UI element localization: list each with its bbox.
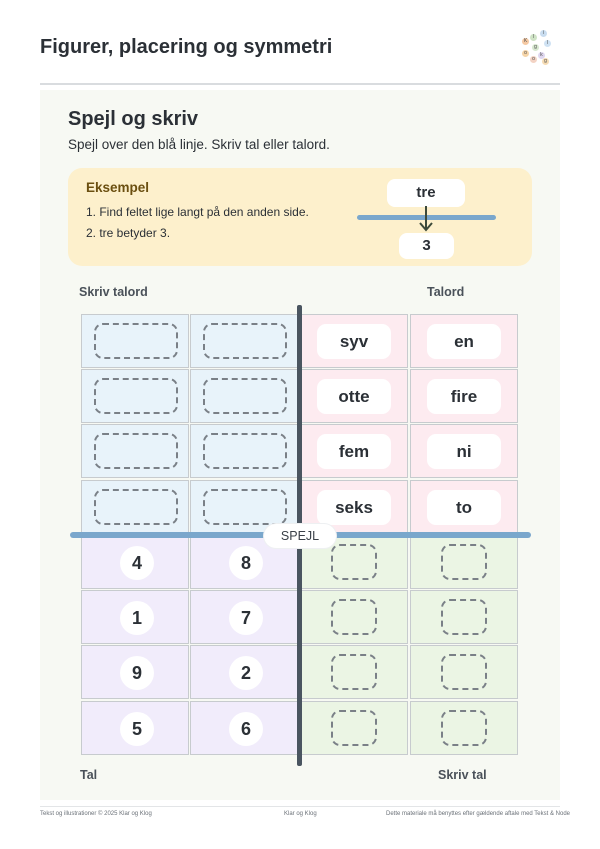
footer-brand: Klar og Klog: [284, 811, 317, 817]
section-instruction: Spejl over den blå linje. Skriv tal eller talord.: [68, 137, 330, 152]
number-tile: 2: [229, 656, 263, 690]
write-numberword-field[interactable]: [94, 433, 178, 469]
write-numberword-field[interactable]: [203, 378, 287, 414]
write-numberword-field[interactable]: [203, 433, 287, 469]
grid-cell: [410, 424, 518, 478]
grid-cell: [190, 590, 298, 644]
grid-cell: [81, 314, 189, 368]
number-tile: 4: [120, 546, 154, 580]
numberword-tile: en: [427, 324, 501, 359]
logo-letter: o: [523, 50, 528, 56]
logo-letter: i: [540, 30, 547, 37]
grid-cell: [190, 701, 298, 755]
example-box: [68, 168, 532, 266]
number-tile: 8: [229, 546, 263, 580]
grid-cell: [81, 369, 189, 423]
grid-cell: [300, 314, 408, 368]
grid-cell: [410, 590, 518, 644]
label-number: Tal: [80, 768, 98, 782]
grid-cell: [410, 369, 518, 423]
numberword-tile: seks: [317, 490, 391, 525]
footer-license: Dette materiale må benyttes efter gældende aftale med Tekst & Node: [386, 811, 570, 817]
footer-divider: [40, 806, 560, 807]
grid-cell: [190, 314, 298, 368]
write-number-field[interactable]: [441, 599, 487, 635]
grid-cell: [410, 645, 518, 699]
label-numberword: Talord: [427, 285, 465, 299]
grid-cell: [81, 535, 189, 589]
grid-cell: [410, 701, 518, 755]
numberword-tile: syv: [317, 324, 391, 359]
example-word: tre: [387, 179, 465, 207]
brand-logo: [516, 30, 552, 66]
numberword-tile: to: [427, 490, 501, 525]
grid-cell: [81, 480, 189, 534]
grid-cell: [410, 480, 518, 534]
number-tile: 1: [120, 601, 154, 635]
grid-cell: [410, 535, 518, 589]
logo-letter: g: [533, 44, 538, 50]
write-number-field[interactable]: [331, 710, 377, 746]
header-divider: [40, 83, 560, 85]
write-number-field[interactable]: [331, 544, 377, 580]
write-number-field[interactable]: [331, 654, 377, 690]
example-step-1: 1. Find feltet lige langt på den anden side.: [86, 205, 309, 219]
footer-copyright: Tekst og illustrationer © 2025 Klar og Klog: [40, 811, 152, 817]
grid-cell: [81, 424, 189, 478]
write-numberword-field[interactable]: [94, 323, 178, 359]
write-number-field[interactable]: [441, 544, 487, 580]
number-tile: 9: [120, 656, 154, 690]
label-write-number: Skriv tal: [438, 768, 487, 782]
write-number-field[interactable]: [441, 654, 487, 690]
example-step-2: 2. tre betyder 3.: [86, 226, 171, 240]
logo-letter: l: [544, 40, 551, 47]
number-tile: 6: [229, 712, 263, 746]
grid-cell: [300, 701, 408, 755]
label-write-numberword: Skriv talord: [79, 285, 148, 299]
numberword-tile: fire: [427, 379, 501, 414]
number-tile: 5: [120, 712, 154, 746]
write-numberword-field[interactable]: [94, 489, 178, 525]
grid-cell: [190, 369, 298, 423]
logo-letter: k: [538, 52, 545, 59]
grid-cell: [190, 424, 298, 478]
grid-cell: [300, 369, 408, 423]
grid-cell: [410, 314, 518, 368]
logo-letter: l: [530, 34, 537, 41]
logo-letter: o: [531, 56, 536, 62]
logo-letter: K: [523, 38, 528, 44]
write-number-field[interactable]: [441, 710, 487, 746]
numberword-tile: ni: [427, 434, 501, 469]
grid-cell: [81, 645, 189, 699]
number-tile: 7: [229, 601, 263, 635]
numberword-tile: fem: [317, 434, 391, 469]
grid-cell: [81, 701, 189, 755]
grid-cell: [300, 424, 408, 478]
grid-cell: [81, 590, 189, 644]
write-number-field[interactable]: [331, 599, 377, 635]
arrow-down-icon: [416, 206, 436, 234]
page-header-title: Figurer, placering og symmetri: [40, 36, 333, 58]
grid-cell: [300, 645, 408, 699]
grid-cell: [190, 645, 298, 699]
write-numberword-field[interactable]: [203, 489, 287, 525]
numberword-tile: otte: [317, 379, 391, 414]
section-title: Spejl og skriv: [68, 108, 199, 130]
logo-letter: g: [543, 58, 548, 64]
mirror-label: SPEJL: [264, 524, 336, 548]
example-number: 3: [399, 233, 454, 259]
write-numberword-field[interactable]: [203, 323, 287, 359]
write-numberword-field[interactable]: [94, 378, 178, 414]
example-title: Eksempel: [86, 180, 150, 195]
grid-cell: [300, 590, 408, 644]
